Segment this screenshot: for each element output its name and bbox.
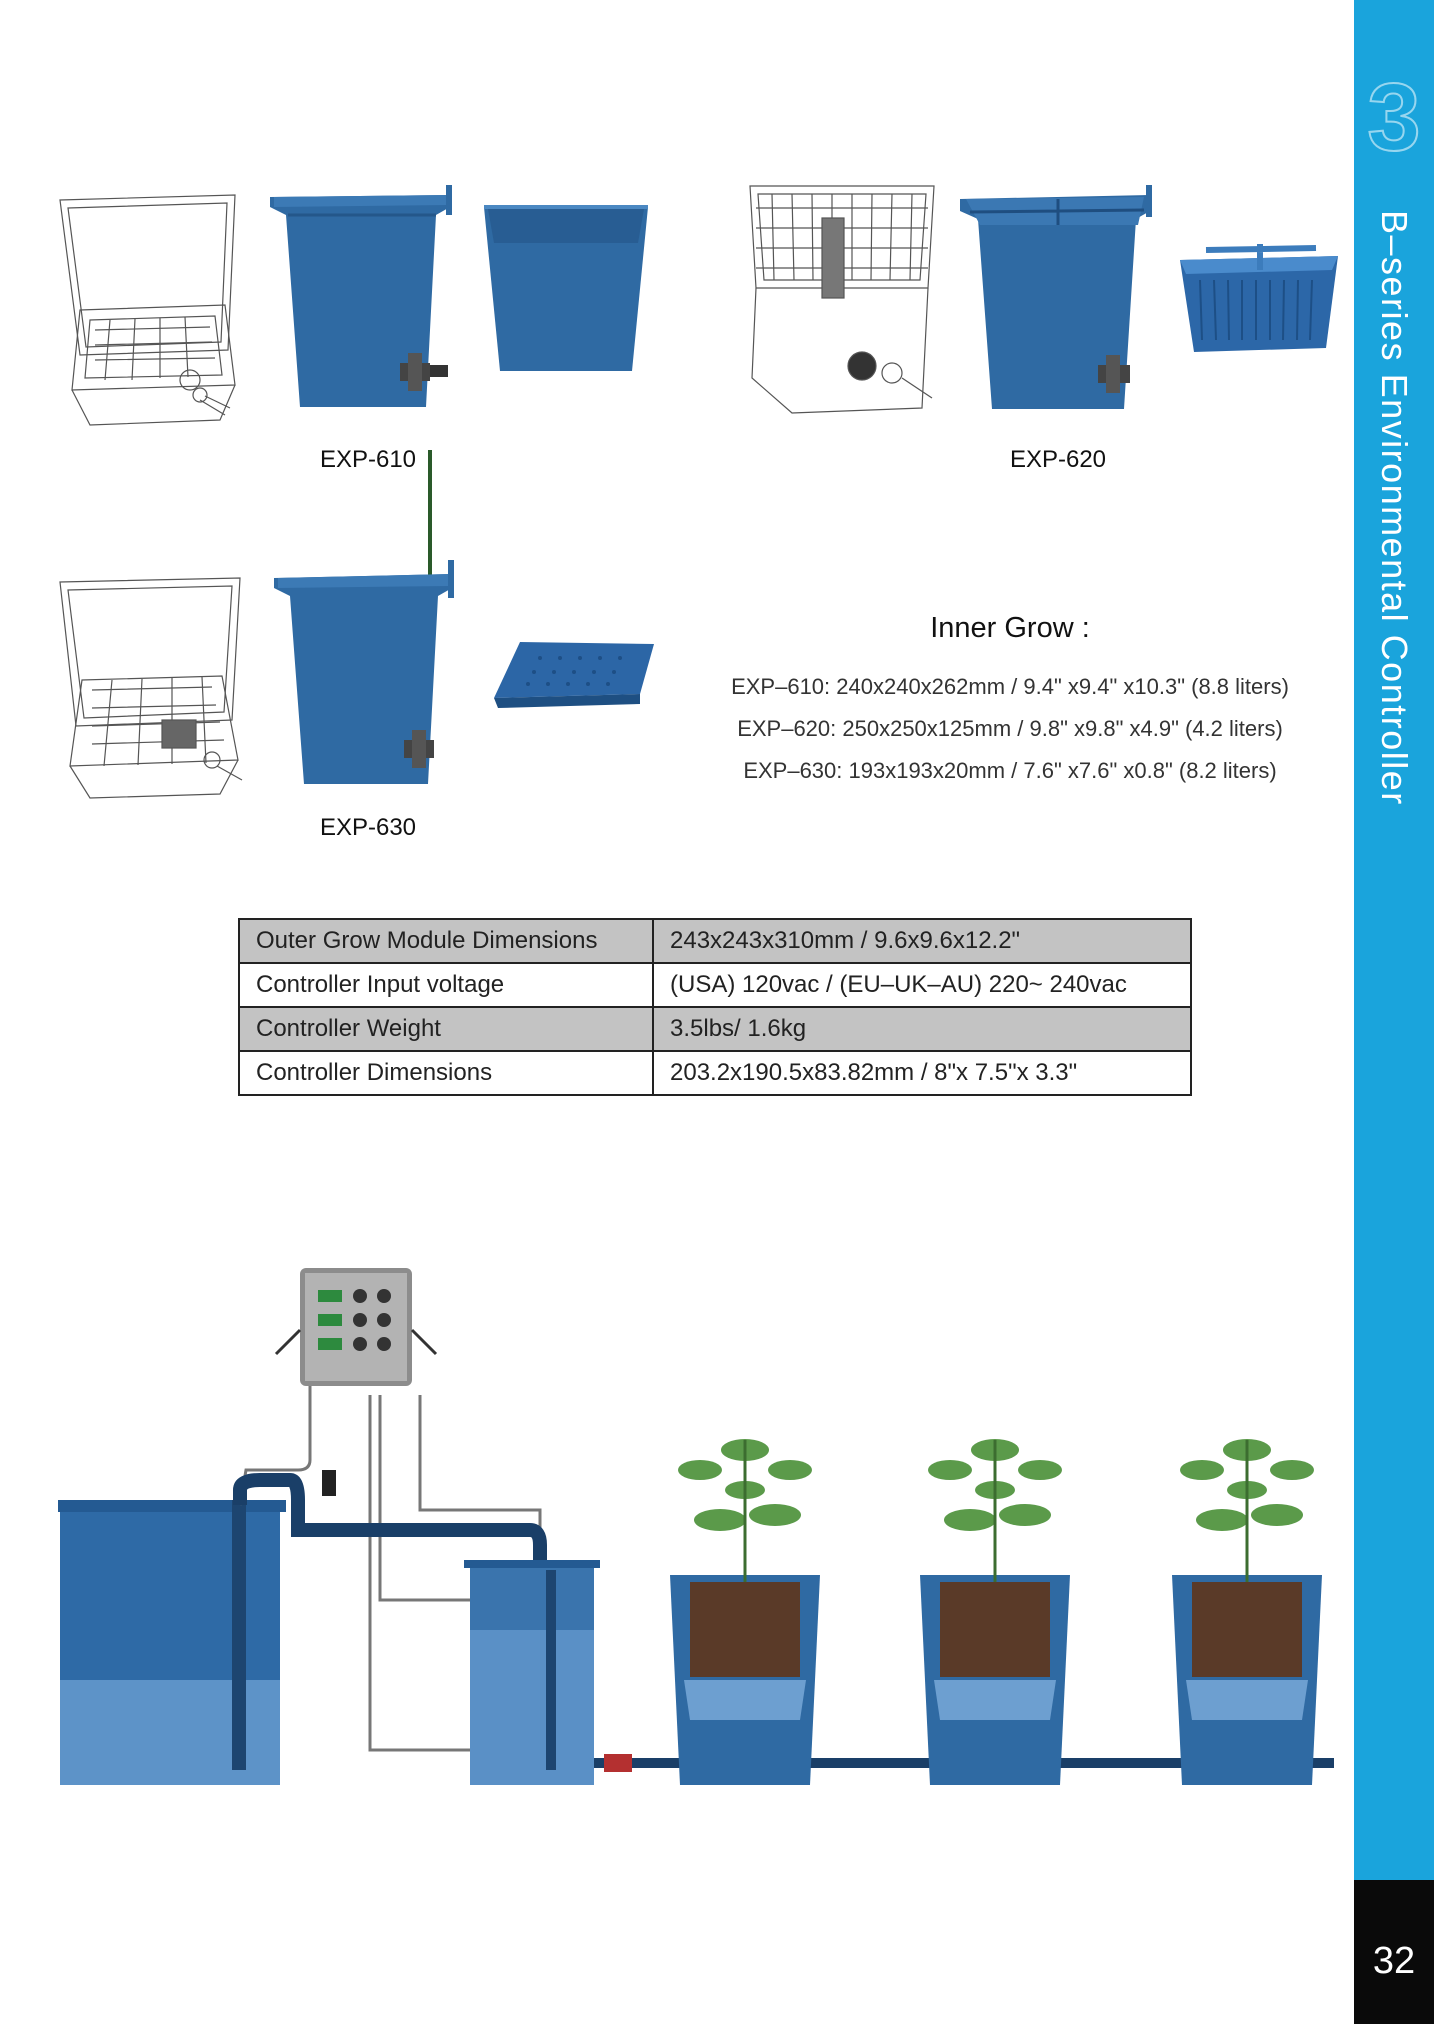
exp620-wireframe-image <box>742 178 942 418</box>
plant-pot <box>670 1439 820 1785</box>
page-number: 32 <box>1372 1940 1416 1982</box>
spec-table <box>238 918 1192 1096</box>
table-cell-label: Controller Dimensions <box>239 1051 653 1095</box>
table-cell-label: Outer Grow Module Dimensions <box>239 919 653 963</box>
exp630-label: EXP-630 <box>319 814 417 841</box>
inner-grow-spec-line: EXP–610: 240x240x262mm / 9.4" x9.4" x10.3" (8.8 liters) <box>731 674 1289 699</box>
table-row <box>239 1007 1191 1051</box>
exp610-bucket-image <box>268 185 458 415</box>
plant-pot <box>1172 1439 1322 1785</box>
exp630-tray-image <box>490 638 660 712</box>
table-row <box>239 919 1191 963</box>
plant-pot <box>920 1439 1070 1785</box>
table-row <box>239 1051 1191 1095</box>
exp620-bucket-image <box>958 185 1158 415</box>
exp620-basket-image <box>1176 240 1342 356</box>
exp610-wireframe-image <box>50 170 250 430</box>
chapter-number: 3 <box>1367 64 1421 171</box>
inner-grow-title: Inner Grow : <box>930 612 1090 644</box>
exp610-inner-pot-image <box>482 203 652 373</box>
sidebar-title-text: B–series Environmental Controller <box>1374 210 1415 806</box>
inner-grow-spec-line: EXP–630: 193x193x20mm / 7.6" x7.6" x0.8" (8.2 liters) <box>743 758 1277 783</box>
system-diagram-illustration <box>0 1260 1354 1790</box>
sidebar-title <box>1352 210 1415 806</box>
table-cell-value: 203.2x190.5x83.82mm / 8"x 7.5"x 3.3" <box>653 1051 1191 1095</box>
table-cell-value: (USA) 120vac / (EU–UK–AU) 220~ 240vac <box>653 963 1191 1007</box>
exp610-label: EXP-610 <box>319 446 417 473</box>
exp630-bucket-image <box>272 450 462 790</box>
table-cell-label: Controller Input voltage <box>239 963 653 1007</box>
table-cell-label: Controller Weight <box>239 1007 653 1051</box>
table-cell-value: 3.5lbs/ 1.6kg <box>653 1007 1191 1051</box>
inner-grow-spec-line: EXP–620: 250x250x125mm / 9.8" x9.8" x4.9" (4.2 liters) <box>737 716 1283 741</box>
table-cell-value: 243x243x310mm / 9.6x9.6x12.2" <box>653 919 1191 963</box>
exp630-wireframe-image <box>52 560 252 800</box>
exp620-label: EXP-620 <box>1009 446 1107 473</box>
table-row <box>239 963 1191 1007</box>
